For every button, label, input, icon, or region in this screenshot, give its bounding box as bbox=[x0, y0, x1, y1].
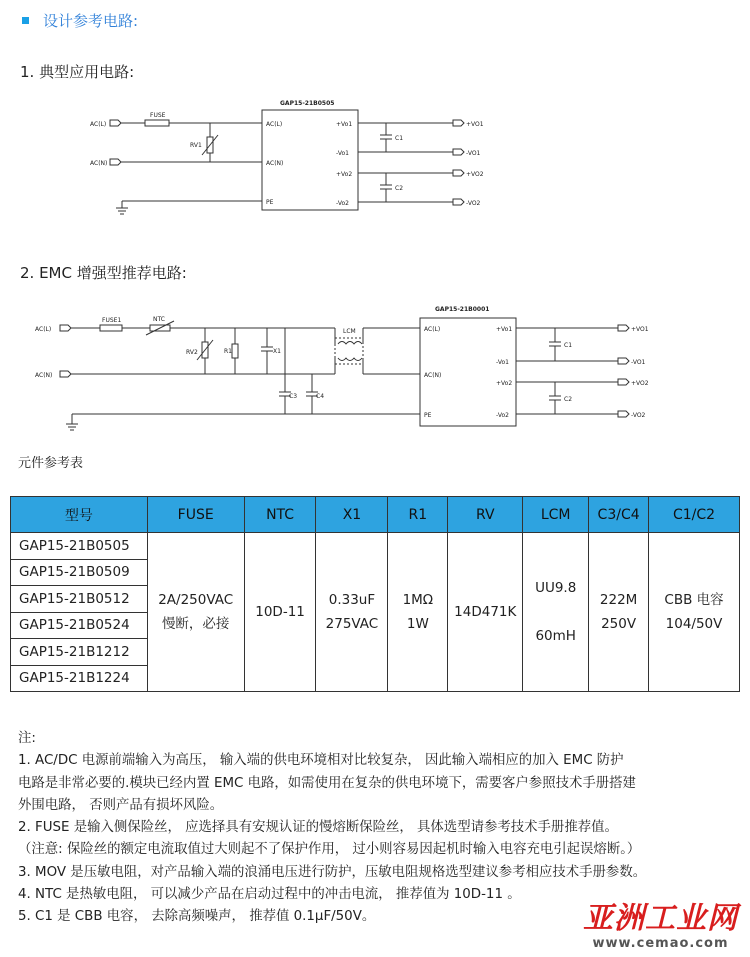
fuse-value: 2A/250VAC bbox=[158, 592, 234, 608]
label-fuse: FUSE bbox=[150, 112, 166, 119]
label-ac-n: AC(N) bbox=[90, 160, 108, 167]
label-rv1: RV1 bbox=[190, 142, 202, 149]
emc-label-lcm: LCM bbox=[343, 328, 356, 335]
emc-circuit-diagram bbox=[30, 300, 670, 442]
fuse-note: 慢断，必接 bbox=[161, 616, 230, 632]
header-cell: C3/C4 bbox=[589, 497, 649, 533]
x1-value: 0.33uF bbox=[328, 592, 376, 608]
pin-vo2p: +Vo2 bbox=[336, 171, 353, 178]
emc-pin-acn: AC(N) bbox=[424, 372, 442, 379]
emc-label-c4: C4 bbox=[316, 393, 325, 400]
emc-pin-vo1n: -Vo1 bbox=[496, 359, 509, 366]
emc-label-rv2: RV2 bbox=[186, 349, 198, 356]
model-cell: GAP15-21B1224 bbox=[11, 665, 148, 692]
x1-cell bbox=[316, 533, 388, 692]
header-cell: R1 bbox=[388, 497, 448, 533]
note-line: 1. AC/DC 电源前端输入为高压， 输入端的供电环境相对比较复杂， 因此输入端相应的加入 EMC 防护 bbox=[18, 753, 624, 769]
out-vo1n: -VO1 bbox=[466, 150, 481, 157]
notes-label: 注: bbox=[18, 731, 36, 746]
pin-pe: PE bbox=[266, 199, 274, 206]
out-vo2n: -VO2 bbox=[466, 200, 481, 207]
out-vo1p: +VO1 bbox=[466, 121, 484, 128]
terminal-acn-icon bbox=[110, 159, 121, 165]
pin-vo1n: -Vo1 bbox=[336, 150, 349, 157]
label-c2: C2 bbox=[395, 185, 404, 192]
r1-cell bbox=[388, 533, 448, 692]
model-cell: GAP15-21B1212 bbox=[11, 639, 148, 666]
emc-label-ac-n: AC(N) bbox=[35, 372, 53, 379]
section-title-text: 设计参考电路: bbox=[43, 12, 139, 30]
r1-power: 1W bbox=[406, 616, 429, 632]
bullet-square-icon bbox=[22, 17, 29, 24]
note-line: 3. MOV 是压敏电阻，对产品输入端的浪涌电压进行防护，压敏电阻规格选型建议参考相应技术手册参数。 bbox=[18, 864, 647, 880]
emc-pin-vo2n: -Vo2 bbox=[496, 412, 509, 419]
table-caption: 元件参考表 bbox=[18, 456, 84, 471]
header-cell: X1 bbox=[316, 497, 388, 533]
emc-pin-acl: AC(L) bbox=[424, 326, 441, 333]
rv-cell: 14D471K bbox=[448, 533, 523, 692]
table-header-row bbox=[11, 497, 740, 533]
c12-cell bbox=[649, 533, 740, 692]
watermark-title: 亚洲工业网 bbox=[583, 901, 738, 936]
note-line: 外围电路， 否则产品有损坏风险。 bbox=[18, 797, 224, 813]
emc-pin-vo1p: +Vo1 bbox=[496, 326, 513, 333]
fuse-cell bbox=[147, 533, 244, 692]
header-cell: RV bbox=[448, 497, 523, 533]
typical-circuit-diagram bbox=[80, 95, 500, 220]
notes-section bbox=[18, 728, 738, 929]
header-cell: LCM bbox=[523, 497, 589, 533]
c12-value: 104/50V bbox=[665, 616, 723, 632]
emc-out-vo2n: -VO2 bbox=[631, 412, 646, 419]
model-cell: GAP15-21B0512 bbox=[11, 586, 148, 613]
terminal-acl-icon bbox=[110, 120, 121, 126]
parts-table bbox=[10, 496, 740, 692]
x1-rating: 275VAC bbox=[325, 616, 379, 632]
header-cell: NTC bbox=[244, 497, 316, 533]
c12-type: CBB 电容 bbox=[664, 592, 724, 608]
emc-label-x1: X1 bbox=[273, 348, 281, 355]
label-c1: C1 bbox=[395, 135, 404, 142]
note-line: 5. C1 是 CBB 电容， 去除高频噪声， 推荐值 0.1μF/50V。 bbox=[18, 909, 376, 925]
header-cell: 型号 bbox=[11, 497, 148, 533]
emc-out-vo2p: +VO2 bbox=[631, 380, 649, 387]
header-cell: FUSE bbox=[147, 497, 244, 533]
section-title bbox=[22, 10, 138, 31]
lcm-core: UU9.8 bbox=[535, 580, 577, 596]
emc-pin-vo2p: +Vo2 bbox=[496, 380, 513, 387]
pin-vo1p: +Vo1 bbox=[336, 121, 353, 128]
c34-cell bbox=[589, 533, 649, 692]
out-vo2p: +VO2 bbox=[466, 171, 484, 178]
r1-value: 1MΩ bbox=[402, 592, 434, 608]
ntc-cell: 10D-11 bbox=[244, 533, 316, 692]
table-row bbox=[11, 533, 740, 560]
emc-label-c2: C2 bbox=[564, 396, 573, 403]
note-line: 电路是非常必要的.模块已经内置 EMC 电路，如需使用在复杂的供电环境下，需要客户参照技术手册搭建 bbox=[18, 775, 636, 791]
emc-out-vo1n: -VO1 bbox=[631, 359, 646, 366]
emc-heading: 2. EMC 增强型推荐电路: bbox=[20, 264, 187, 282]
pin-vo2n: -Vo2 bbox=[336, 200, 349, 207]
note-line: 4. NTC 是热敏电阻， 可以减少产品在启动过程中的冲击电流， 推荐值为 10D-11 。 bbox=[18, 887, 521, 903]
watermark-logo bbox=[583, 902, 738, 951]
note-line: 2. FUSE 是输入侧保险丝， 应选择具有安规认证的慢熔断保险丝， 具体选型请参考技术手册推荐值。 bbox=[18, 820, 618, 836]
lcm-cell bbox=[523, 533, 589, 692]
emc-label-c1: C1 bbox=[564, 342, 573, 349]
note-line: （注意: 保险丝的额定电流取值过大则起不了保护作用， 过小则容易因起机时输入电容充电引起误熔断。） bbox=[18, 842, 641, 858]
label-ac-l: AC(L) bbox=[90, 121, 107, 128]
c34-rating: 250V bbox=[601, 616, 637, 632]
pin-acl: AC(L) bbox=[266, 121, 283, 128]
emc-pin-pe: PE bbox=[424, 412, 432, 419]
typical-heading: 1. 典型应用电路: bbox=[20, 63, 135, 81]
fuse-symbol bbox=[145, 120, 169, 126]
model-cell: GAP15-21B0505 bbox=[11, 533, 148, 560]
emc-label-fuse1: FUSE1 bbox=[102, 317, 122, 324]
c34-value: 222M bbox=[599, 592, 638, 608]
watermark-url: www.cemao.com bbox=[592, 936, 729, 951]
module-name-typical: GAP15-21B0505 bbox=[280, 100, 335, 107]
emc-out-vo1p: +VO1 bbox=[631, 326, 649, 333]
model-cell: GAP15-21B0509 bbox=[11, 559, 148, 586]
pin-acn: AC(N) bbox=[266, 160, 284, 167]
header-cell: C1/C2 bbox=[649, 497, 740, 533]
lcm-inductance: 60mH bbox=[535, 628, 576, 644]
emc-label-c3: C3 bbox=[289, 393, 298, 400]
model-cell: GAP15-21B0524 bbox=[11, 612, 148, 639]
emc-label-ntc: NTC bbox=[153, 316, 165, 323]
emc-label-r1: R1 bbox=[224, 348, 232, 355]
module-name-emc: GAP15-21B0001 bbox=[435, 306, 490, 313]
emc-label-ac-l: AC(L) bbox=[35, 326, 52, 333]
fuse1-symbol bbox=[100, 325, 122, 331]
